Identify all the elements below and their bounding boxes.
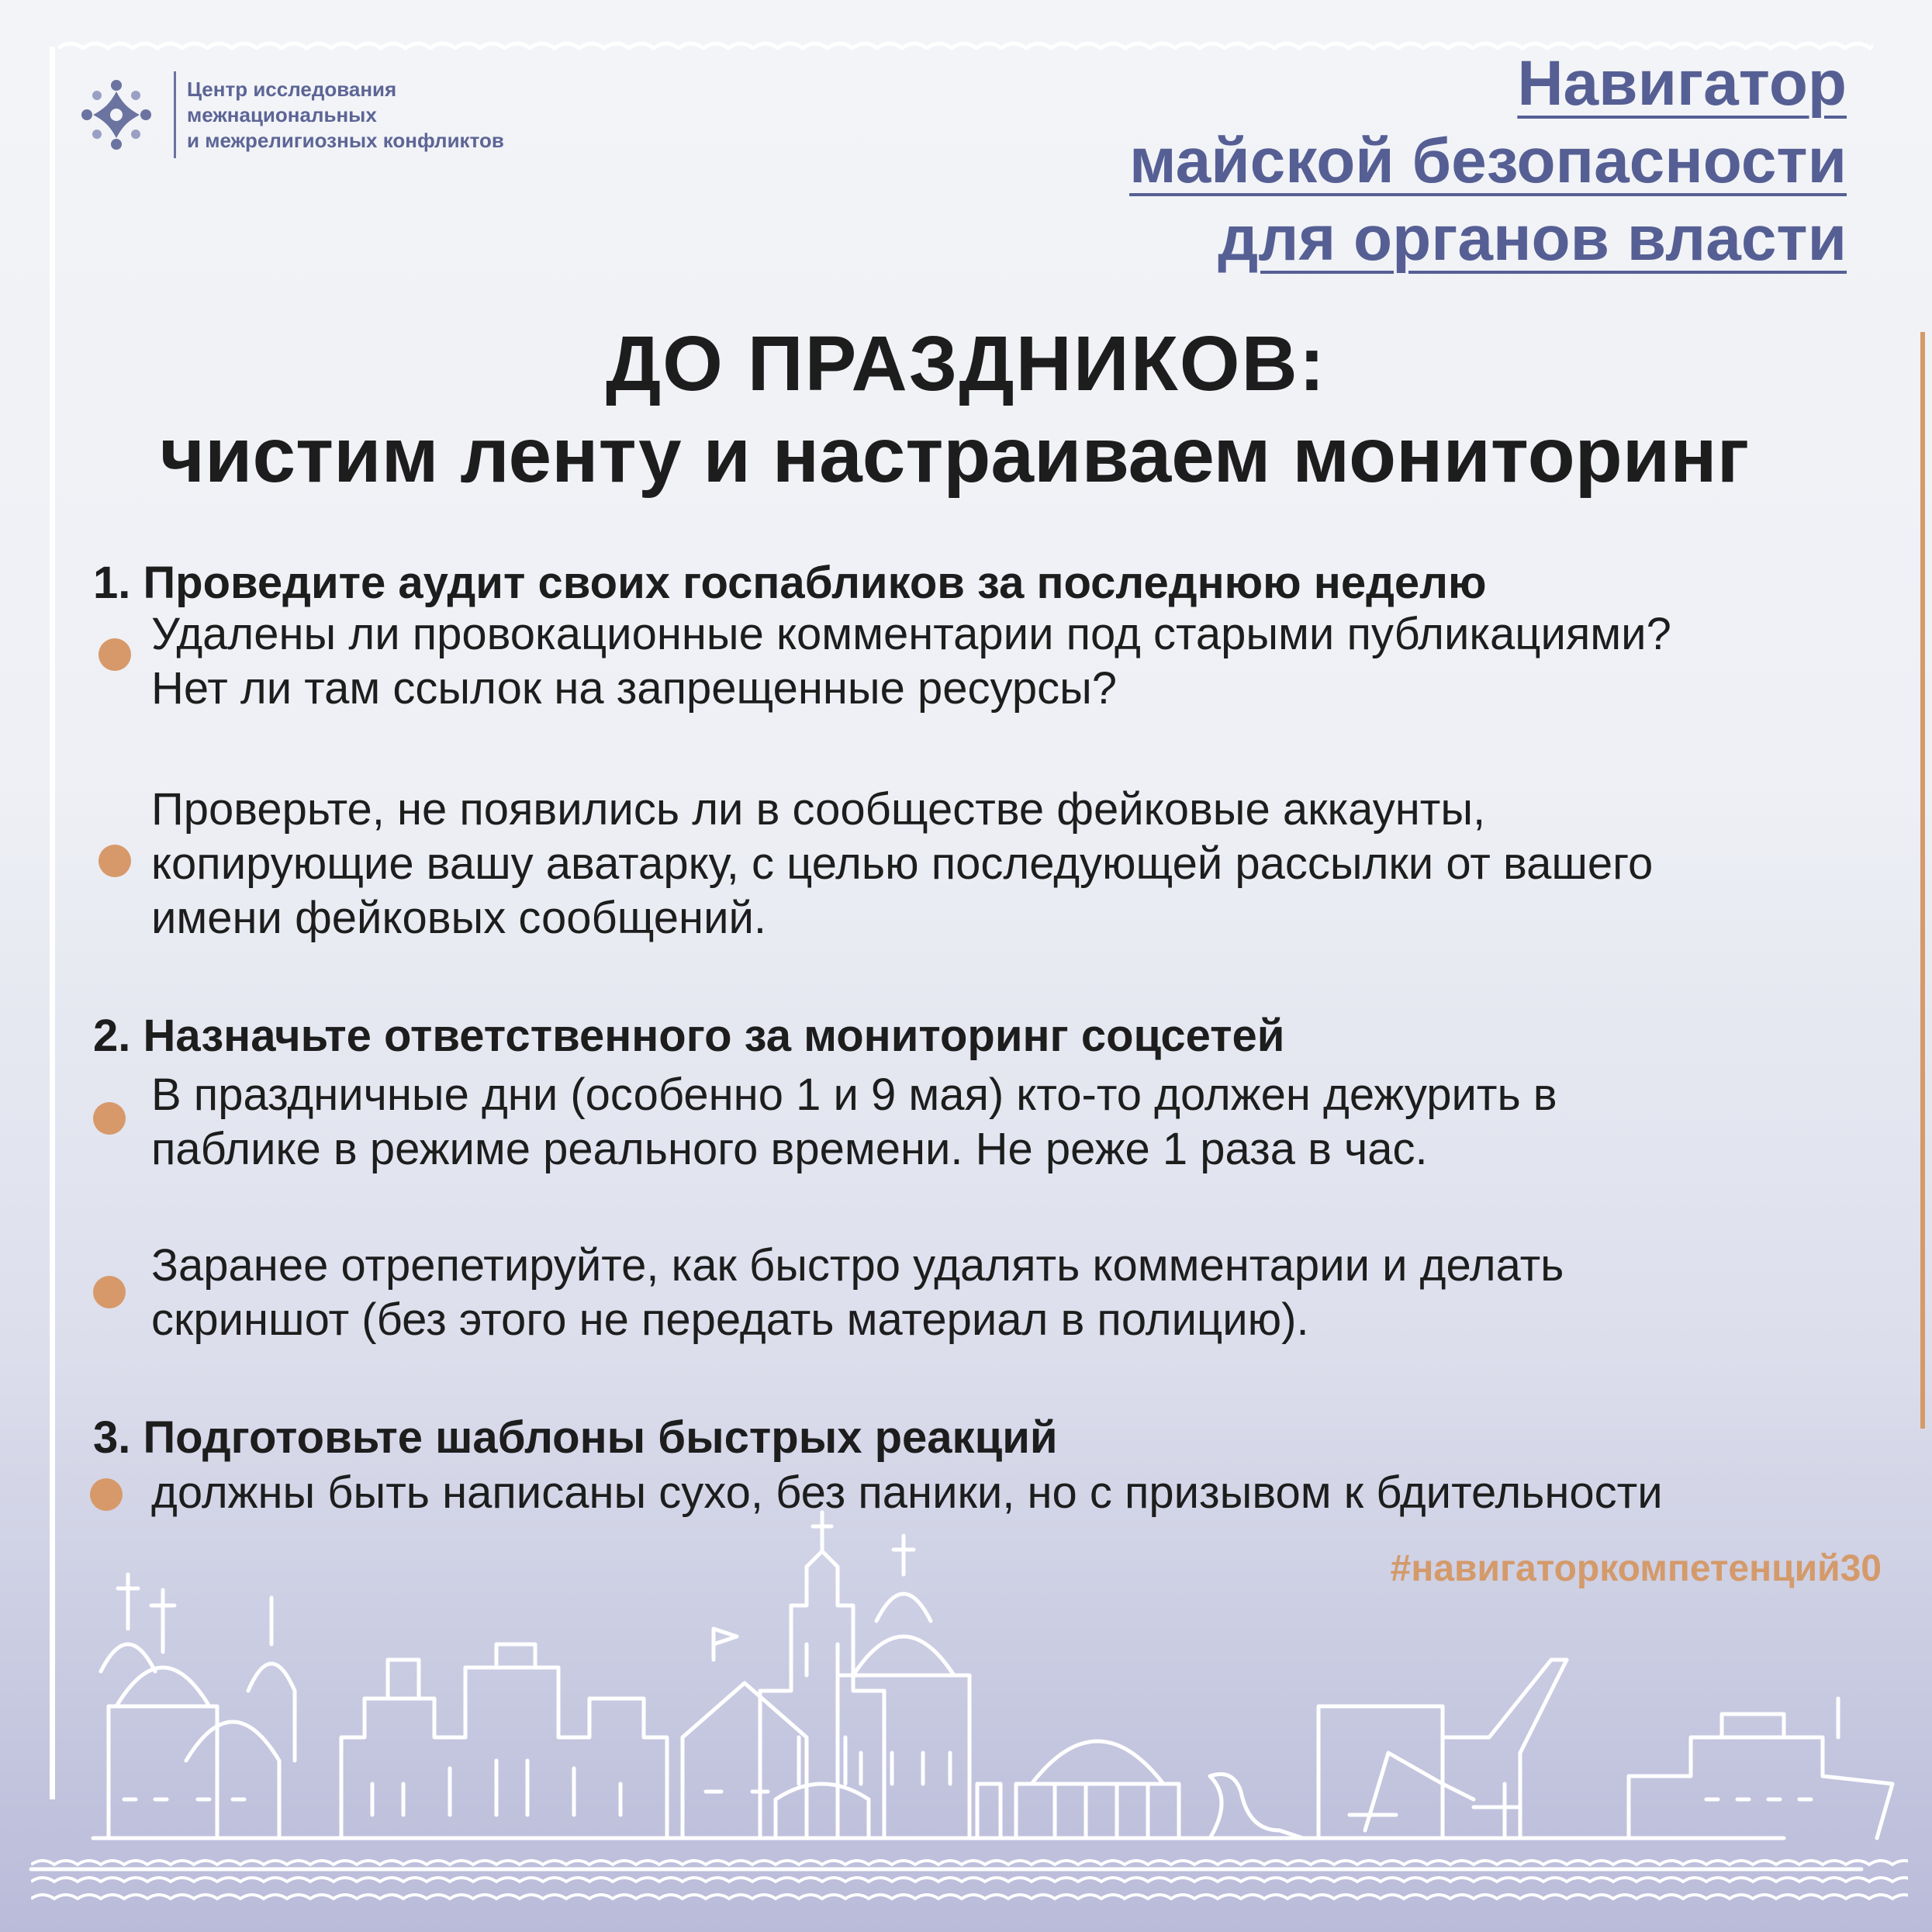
- section-title: 3. Подготовьте шаблоны быстрых реакций: [93, 1412, 1058, 1463]
- bullet-text: [151, 783, 1653, 945]
- org-name-line: Центр исследования: [187, 77, 397, 101]
- bullet-line: имени фейковых сообщений.: [151, 893, 766, 943]
- bullet-dot: [99, 845, 131, 877]
- navigator-title-line: Навигатор: [1517, 48, 1847, 119]
- bottom-wave-border: [31, 1854, 1908, 1908]
- bullet-line: В праздничные дни (особенно 1 и 9 мая) кто-то должен дежурить в: [151, 1070, 1557, 1120]
- navigator-title-line: для органов власти: [1218, 203, 1847, 274]
- bullet-line: должны быть написаны сухо, без паники, но с призывом к бдительности: [151, 1467, 1663, 1518]
- bullet-dot: [93, 1276, 126, 1308]
- bullet-line: Нет ли там ссылок на запрещенные ресурсы?: [151, 663, 1118, 714]
- bullet-line: паблике в режиме реального времени. Не реже 1 раза в час.: [151, 1124, 1428, 1174]
- headline-line-2: чистим ленту и настраиваем мониторинг: [160, 412, 1750, 499]
- navigator-title-line: майской безопасности: [1129, 126, 1847, 196]
- bullet-text: [151, 1239, 1564, 1347]
- org-name-line: и межрелигиозных конфликтов: [187, 128, 504, 152]
- section-title: 2. Назначьте ответственного за мониторинг соцсетей: [93, 1011, 1285, 1061]
- bullet-dot: [99, 638, 131, 671]
- bullet-line: копирующие вашу аватарку, с целью последующей рассылки от вашего: [151, 838, 1654, 889]
- bullet-line: Удалены ли провокационные комментарии под старыми публикациями?: [151, 609, 1671, 659]
- bullet-line: Заранее отрепетируйте, как быстро удалять комментарии и делать: [151, 1240, 1564, 1291]
- bullet-line: скриншот (без этого не передать материал в полицию).: [151, 1294, 1309, 1345]
- bullet-dot: [93, 1102, 126, 1135]
- org-name-line: межнациональных: [187, 102, 377, 126]
- hashtag: #навигаторкомпетенций30: [1390, 1548, 1882, 1589]
- section-title: 1. Проведите аудит своих госпабликов за последнюю неделю: [93, 558, 1487, 608]
- bullet-line: Проверьте, не появились ли в сообществе фейковые аккаунты,: [151, 784, 1486, 835]
- headline-line-1: ДО ПРАЗДНИКОВ:: [605, 320, 1327, 407]
- bullet-text: [151, 1068, 1557, 1177]
- bullet-text: [151, 607, 1671, 716]
